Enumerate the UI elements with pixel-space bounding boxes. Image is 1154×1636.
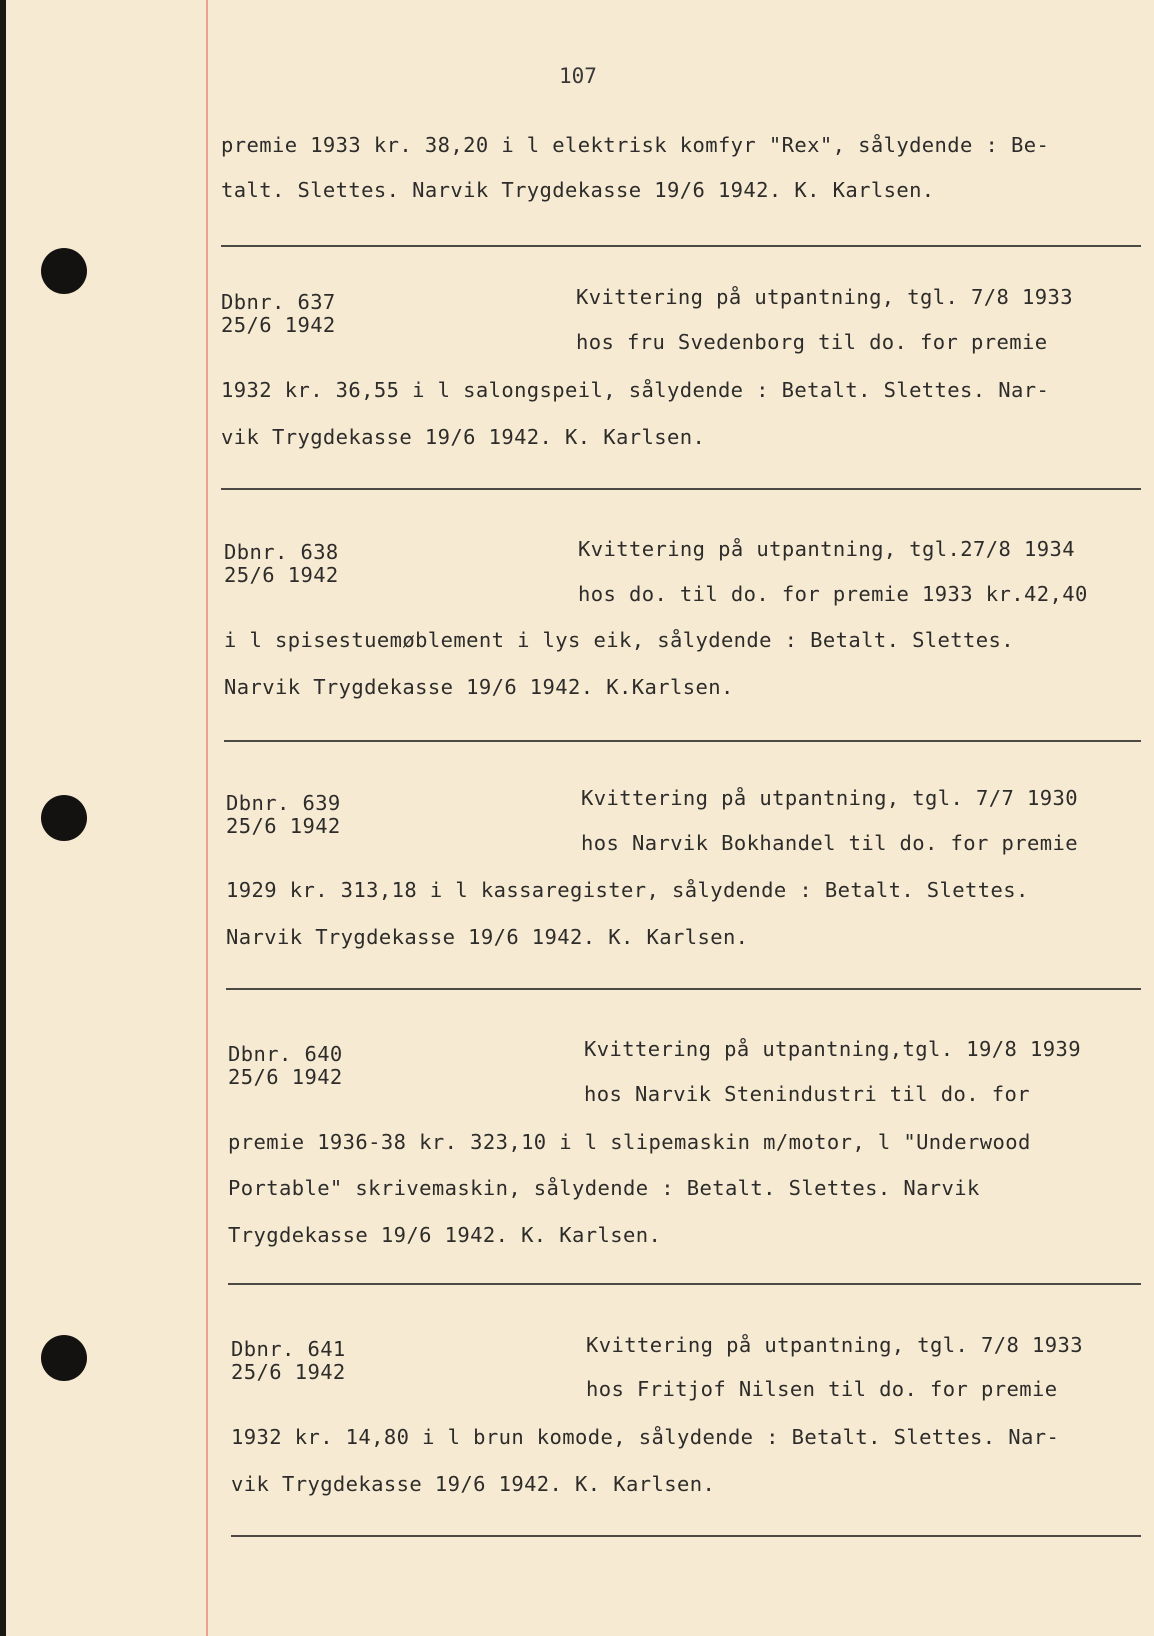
entry-heading: Kvittering på utpantning, tgl.27/8 1934 [578,537,1075,561]
entry-heading: hos Narvik Bokhandel til do. for premie [581,831,1078,855]
page-number: 107 [559,64,597,88]
entry-line: vik Trygdekasse 19/6 1942. K. Karlsen. [221,425,706,449]
entry-dbnr: Dbnr. 638 [224,540,339,564]
ledger-page [6,0,1154,1636]
entry-heading: hos do. til do. for premie 1933 kr.42,40 [578,582,1088,606]
entry-line: 1929 kr. 313,18 i l kassaregister, sålydende : Betalt. Slettes. [226,878,1029,902]
entry-date: 25/6 1942 [228,1065,343,1089]
margin-line [206,0,208,1636]
punch-hole-top [41,248,87,294]
entry-dbnr: Dbnr. 641 [231,1337,346,1361]
entry-heading: hos Narvik Stenindustri til do. for [584,1082,1030,1106]
divider-rule [226,988,1141,990]
entry-heading: Kvittering på utpantning, tgl. 7/8 1933 [586,1333,1083,1357]
entry-line: 1932 kr. 14,80 i l brun komode, sålydende : Betalt. Slettes. Nar- [231,1425,1060,1449]
entry-line: premie 1936-38 kr. 323,10 i l slipemaskin m/motor, l "Underwood [228,1130,1031,1154]
divider-rule [224,740,1141,742]
entry-date: 25/6 1942 [226,814,341,838]
entry-line: i l spisestuemøblement i lys eik, sålydende : Betalt. Slettes. [224,628,1015,652]
entry-line: Portable" skrivemaskin, sålydende : Betalt. Slettes. Narvik [228,1176,980,1200]
intro-line: talt. Slettes. Narvik Trygdekasse 19/6 1942. K. Karlsen. [221,178,935,202]
entry-line: Narvik Trygdekasse 19/6 1942. K.Karlsen. [224,675,734,699]
entry-heading: Kvittering på utpantning,tgl. 19/8 1939 [584,1037,1081,1061]
entry-heading: Kvittering på utpantning, tgl. 7/8 1933 [576,285,1073,309]
entry-line: 1932 kr. 36,55 i l salongspeil, sålydende : Betalt. Slettes. Nar- [221,378,1050,402]
entry-dbnr: Dbnr. 640 [228,1042,343,1066]
entry-line: Trygdekasse 19/6 1942. K. Karlsen. [228,1223,662,1247]
entry-line: vik Trygdekasse 19/6 1942. K. Karlsen. [231,1472,716,1496]
entry-date: 25/6 1942 [224,563,339,587]
entry-date: 25/6 1942 [221,313,336,337]
entry-dbnr: Dbnr. 639 [226,791,341,815]
divider-rule [221,488,1141,490]
divider-rule [228,1283,1141,1285]
divider-rule [221,245,1141,247]
entry-line: Narvik Trygdekasse 19/6 1942. K. Karlsen. [226,925,749,949]
entry-heading: Kvittering på utpantning, tgl. 7/7 1930 [581,786,1078,810]
entry-heading: hos Fritjof Nilsen til do. for premie [586,1377,1058,1401]
divider-rule [231,1535,1141,1537]
punch-hole-middle [41,795,87,841]
entry-dbnr: Dbnr. 637 [221,290,336,314]
entry-date: 25/6 1942 [231,1360,346,1384]
punch-hole-bottom [41,1335,87,1381]
intro-line: premie 1933 kr. 38,20 i l elektrisk komfyr "Rex", sålydende : Be- [221,133,1050,157]
entry-heading: hos fru Svedenborg til do. for premie [576,330,1048,354]
